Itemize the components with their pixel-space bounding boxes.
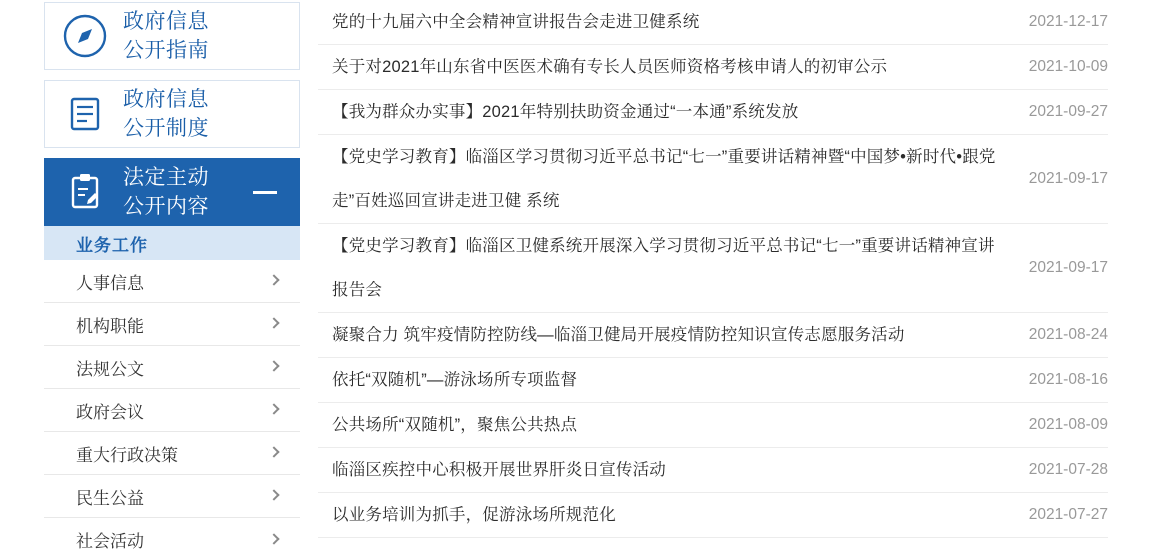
news-date: 2021-07-28 xyxy=(1028,461,1108,478)
sidebar-item-label: 法规公文 xyxy=(76,359,144,379)
card-line-2: 公开制度 xyxy=(123,117,209,140)
list-item[interactable] xyxy=(318,45,1108,90)
list-item[interactable] xyxy=(318,358,1108,403)
sidebar-card-label xyxy=(123,7,209,65)
news-title[interactable]: 以业务培训为抓手，促游泳场所规范化 xyxy=(332,506,616,524)
chevron-right-icon xyxy=(268,446,279,457)
sidebar-item-meetings[interactable] xyxy=(44,389,300,432)
chevron-right-icon xyxy=(268,317,279,328)
sidebar-item-major-decisions[interactable] xyxy=(44,432,300,475)
news-title[interactable]: 公共场所“双随机”，聚焦公共热点 xyxy=(332,416,578,434)
sidebar-item-social-activities[interactable] xyxy=(44,518,300,559)
sidebar-card-label xyxy=(123,163,209,221)
sidebar-item-label: 政府会议 xyxy=(76,402,144,422)
sidebar-section-label: 业务工作 xyxy=(76,235,148,255)
news-date: 2021-09-27 xyxy=(1028,103,1108,120)
news-date: 2021-08-09 xyxy=(1028,416,1108,433)
sidebar-section-header[interactable] xyxy=(44,226,300,260)
minus-icon[interactable] xyxy=(253,191,277,194)
card-line-1: 法定主动 xyxy=(123,166,209,189)
sidebar-card-disclosure-guide[interactable] xyxy=(44,2,300,70)
list-item[interactable] xyxy=(318,90,1108,135)
card-line-2: 公开内容 xyxy=(123,195,209,218)
news-date: 2021-09-17 xyxy=(1028,170,1108,187)
list-item[interactable] xyxy=(318,135,1108,224)
sidebar-item-label: 民生公益 xyxy=(76,488,144,508)
chevron-right-icon xyxy=(268,360,279,371)
news-title[interactable]: 党的十九届六中全会精神宣讲报告会走进卫健系统 xyxy=(332,13,700,31)
list-item[interactable] xyxy=(318,448,1108,493)
list-item[interactable] xyxy=(318,403,1108,448)
sidebar-item-public-welfare[interactable] xyxy=(44,475,300,518)
document-list-icon xyxy=(59,88,111,140)
news-list xyxy=(318,0,1108,559)
sidebar-item-personnel[interactable] xyxy=(44,260,300,303)
news-title[interactable]: 依托“双随机”—游泳场所专项监督 xyxy=(332,371,578,389)
news-title[interactable]: 关于对2021年山东省中医医术确有专长人员医师资格考核申请人的初审公示 xyxy=(332,58,888,76)
sidebar-card-disclosure-system[interactable] xyxy=(44,80,300,148)
chevron-right-icon xyxy=(268,403,279,414)
list-item[interactable] xyxy=(318,224,1108,313)
news-date: 2021-08-16 xyxy=(1028,371,1108,388)
list-item[interactable] xyxy=(318,0,1108,45)
sidebar-item-regulations[interactable] xyxy=(44,346,300,389)
sidebar-item-label: 社会活动 xyxy=(76,532,144,551)
news-date: 2021-09-17 xyxy=(1028,259,1108,276)
chevron-right-icon xyxy=(268,489,279,500)
sidebar-item-label: 重大行政决策 xyxy=(76,445,178,465)
news-title[interactable]: 凝聚合力 筑牢疫情防控防线—临淄卫健局开展疫情防控知识宣传志愿服务活动 xyxy=(332,326,905,344)
chevron-right-icon xyxy=(268,274,279,285)
sidebar-card-statutory-content[interactable] xyxy=(44,158,300,226)
sidebar-card-label xyxy=(123,85,209,143)
sidebar-item-label: 机构职能 xyxy=(76,316,144,336)
list-item[interactable] xyxy=(318,313,1108,358)
news-date: 2021-07-27 xyxy=(1028,506,1108,523)
card-line-1: 政府信息 xyxy=(123,10,209,33)
news-title[interactable]: 【我为群众办实事】2021年特别扶助资金通过“一本通”系统发放 xyxy=(332,103,799,121)
news-title[interactable]: 【党史学习教育】临淄区卫健系统开展深入学习贯彻习近平总书记“七一”重要讲话精神宣讲报告会 xyxy=(332,237,995,299)
sidebar-item-functions[interactable] xyxy=(44,303,300,346)
news-title[interactable]: 临淄区疾控中心积极开展世界肝炎日宣传活动 xyxy=(332,461,666,479)
compass-icon xyxy=(59,10,111,62)
news-date: 2021-10-09 xyxy=(1028,58,1108,75)
news-date: 2021-08-24 xyxy=(1028,326,1108,343)
clipboard-pen-icon xyxy=(59,166,111,218)
chevron-right-icon xyxy=(268,533,279,544)
sidebar xyxy=(44,0,300,559)
news-date: 2021-12-17 xyxy=(1028,13,1108,30)
list-item[interactable] xyxy=(318,493,1108,538)
sidebar-item-label: 人事信息 xyxy=(76,273,144,293)
card-line-1: 政府信息 xyxy=(123,88,209,111)
card-line-2: 公开指南 xyxy=(123,39,209,62)
news-title[interactable]: 【党史学习教育】临淄区学习贯彻习近平总书记“七一”重要讲话精神暨“中国梦•新时代•跟党走”百姓巡回宣讲走进卫健 系统 xyxy=(332,148,996,210)
